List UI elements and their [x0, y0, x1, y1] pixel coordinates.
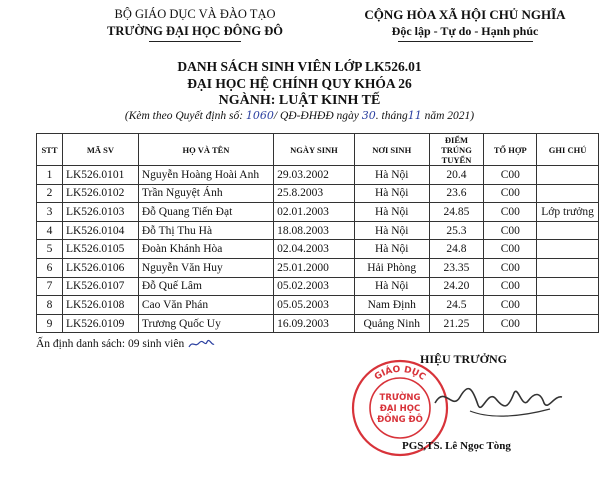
decision-month-label: . tháng [375, 110, 408, 122]
cell-stt: 6 [37, 258, 63, 277]
cell-notes [537, 314, 599, 333]
cell-notes [537, 221, 599, 240]
cell-student-id: LK526.0108 [62, 296, 138, 315]
cell-admission-score: 25.3 [429, 221, 484, 240]
cell-full-name: Nguyễn Hoàng Hoài Anh [138, 166, 273, 185]
title-line-3: NGÀNH: LUẬT KINH TẾ [218, 93, 381, 108]
cell-stt: 8 [37, 296, 63, 315]
table-row [37, 203, 599, 222]
university-name: TRƯỜNG ĐẠI HỌC ĐÔNG ĐÔ [107, 24, 283, 38]
cell-stt: 5 [37, 240, 63, 259]
cell-full-name: Cao Văn Phán [138, 296, 273, 315]
cell-subject-group: C00 [484, 258, 537, 277]
cell-student-id: LK526.0103 [62, 203, 138, 222]
cell-notes [537, 296, 599, 315]
cell-full-name: Trương Quốc Uy [138, 314, 273, 333]
national-motto: Độc lập - Tự do - Hạnh phúc [391, 24, 539, 38]
cell-birth-date: 02.01.2003 [274, 203, 355, 222]
cell-birth-date: 29.03.2002 [274, 166, 355, 185]
decision-number: 1060 [245, 109, 274, 122]
decision-year: năm 2021) [424, 110, 475, 122]
cell-birth-place: Nam Định [354, 296, 429, 315]
count-text: Ấn định danh sách: 09 sinh viên [36, 338, 185, 350]
cell-birth-place: Hải Phòng [354, 258, 429, 277]
col-birth-place: NƠI SINH [354, 134, 429, 166]
decision-code: / QĐ-ĐHĐĐ ngày [273, 110, 359, 122]
cell-birth-place: Quảng Ninh [354, 314, 429, 333]
svg-text:GIÁO DỤC: GIÁO DỤC [372, 364, 428, 383]
table-header-row [37, 134, 599, 166]
cell-subject-group: C00 [484, 240, 537, 259]
decision-prefix: (Kèm theo Quyết định số: [124, 110, 244, 122]
svg-text:ĐẠI HỌC: ĐẠI HỌC [379, 404, 421, 414]
principal-signature [430, 375, 570, 425]
cell-birth-place: Hà Nội [354, 166, 429, 185]
republic-name: CỘNG HÒA XÃ HỘI CHỦ NGHĨA [364, 7, 566, 22]
cell-subject-group: C00 [484, 296, 537, 315]
cell-stt: 4 [37, 221, 63, 240]
cell-notes [537, 184, 599, 203]
student-table [36, 133, 599, 333]
table-row [37, 277, 599, 296]
cell-admission-score: 24.20 [429, 277, 484, 296]
cell-student-id: LK526.0109 [62, 314, 138, 333]
cell-stt: 3 [37, 203, 63, 222]
cell-birth-date: 05.05.2003 [274, 296, 355, 315]
header-left-underline [149, 41, 241, 42]
cell-notes: Lớp trưởng [537, 203, 599, 222]
header-right-underline [398, 41, 533, 42]
cell-full-name: Nguyễn Văn Huy [138, 258, 273, 277]
cell-subject-group: C00 [484, 166, 537, 185]
col-subject-group: TỔ HỢP [484, 134, 537, 166]
header-right [340, 6, 590, 42]
cell-full-name: Đỗ Quang Tiến Đạt [138, 203, 273, 222]
col-admission-score: ĐIỂM TRÚNG TUYỂN [429, 134, 484, 166]
cell-admission-score: 24.85 [429, 203, 484, 222]
cell-stt: 1 [37, 166, 63, 185]
cell-stt: 9 [37, 314, 63, 333]
initial-signature [187, 338, 215, 350]
cell-notes [537, 166, 599, 185]
cell-subject-group: C00 [484, 184, 537, 203]
table-row [37, 314, 599, 333]
table-row [37, 166, 599, 185]
document-title [0, 58, 599, 109]
signer-name: PGS,TS. Lê Ngọc Tòng [402, 440, 511, 452]
cell-stt: 2 [37, 184, 63, 203]
col-student-id: MÃ SV [62, 134, 138, 166]
svg-text:ĐÔNG ĐÔ: ĐÔNG ĐÔ [377, 415, 423, 425]
cell-full-name: Đỗ Quế Lâm [138, 277, 273, 296]
cell-full-name: Đoàn Khánh Hòa [138, 240, 273, 259]
cell-admission-score: 24.5 [429, 296, 484, 315]
cell-admission-score: 21.25 [429, 314, 484, 333]
ministry-name: BỘ GIÁO DỤC VÀ ĐÀO TẠO [114, 7, 276, 21]
col-stt: STT [37, 134, 63, 166]
cell-birth-date: 18.08.2003 [274, 221, 355, 240]
cell-birth-date: 02.04.2003 [274, 240, 355, 259]
cell-admission-score: 23.35 [429, 258, 484, 277]
col-birth-date: NGÀY SINH [274, 134, 355, 166]
cell-birth-place: Hà Nội [354, 240, 429, 259]
cell-student-id: LK526.0101 [62, 166, 138, 185]
cell-student-id: LK526.0106 [62, 258, 138, 277]
signature-title: HIỆU TRƯỞNG [420, 352, 508, 366]
cell-subject-group: C00 [484, 314, 537, 333]
decision-month: 11 [407, 109, 422, 122]
cell-birth-date: 25.01.2000 [274, 258, 355, 277]
cell-student-id: LK526.0104 [62, 221, 138, 240]
cell-birth-place: Hà Nội [354, 184, 429, 203]
cell-birth-date: 16.09.2003 [274, 314, 355, 333]
col-notes: GHI CHÚ [537, 134, 599, 166]
cell-birth-place: Hà Nội [354, 221, 429, 240]
cell-full-name: Đỗ Thị Thu Hà [138, 221, 273, 240]
title-line-1: DANH SÁCH SINH VIÊN LỚP LK526.01 [177, 59, 422, 74]
cell-birth-date: 25.8.2003 [274, 184, 355, 203]
table-row [37, 240, 599, 259]
cell-student-id: LK526.0102 [62, 184, 138, 203]
decision-reference [0, 109, 599, 122]
col-full-name: HỌ VÀ TÊN [138, 134, 273, 166]
cell-admission-score: 23.6 [429, 184, 484, 203]
cell-student-id: LK526.0105 [62, 240, 138, 259]
svg-text:TRƯỜNG: TRƯỜNG [379, 393, 421, 403]
table-row [37, 184, 599, 203]
cell-notes [537, 240, 599, 259]
cell-stt: 7 [37, 277, 63, 296]
cell-notes [537, 277, 599, 296]
table-row [37, 296, 599, 315]
cell-full-name: Trần Nguyệt Ánh [138, 184, 273, 203]
cell-birth-place: Hà Nội [354, 277, 429, 296]
header-left [70, 6, 320, 42]
cell-admission-score: 20.4 [429, 166, 484, 185]
list-count [36, 338, 215, 350]
decision-day: 30 [361, 109, 376, 122]
title-line-2: ĐẠI HỌC HỆ CHÍNH QUY KHÓA 26 [187, 76, 412, 91]
cell-birth-date: 05.02.2003 [274, 277, 355, 296]
cell-subject-group: C00 [484, 203, 537, 222]
cell-student-id: LK526.0107 [62, 277, 138, 296]
cell-subject-group: C00 [484, 221, 537, 240]
cell-admission-score: 24.8 [429, 240, 484, 259]
table-row [37, 258, 599, 277]
cell-notes [537, 258, 599, 277]
cell-birth-place: Hà Nội [354, 203, 429, 222]
table-row [37, 221, 599, 240]
cell-subject-group: C00 [484, 277, 537, 296]
